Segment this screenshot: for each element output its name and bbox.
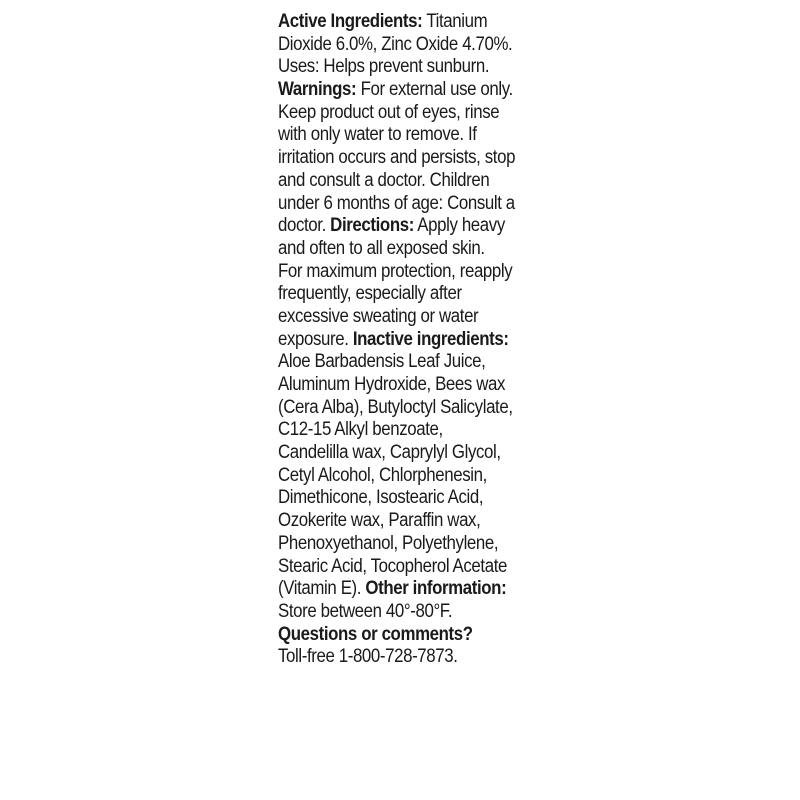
label-line [278, 418, 510, 441]
label-text: and consult a doctor. Children [278, 168, 490, 191]
label-line [278, 328, 510, 351]
label-line [278, 532, 510, 555]
label-text: irritation occurs and persists, stop [278, 146, 516, 169]
label-line [278, 55, 510, 78]
label-line [278, 123, 510, 146]
label-line [278, 259, 513, 283]
label-text: Apply heavy [413, 214, 505, 237]
label-line [278, 78, 513, 101]
label-text: Dimethicone, Isostearic Acid, [278, 486, 484, 509]
label-text: Dioxide 6.0%, Zinc Oxide 4.70%. [278, 32, 513, 55]
label-line [278, 350, 510, 373]
label-line [278, 486, 510, 509]
label-text: Candelilla wax, Caprylyl Glycol, [278, 441, 501, 464]
label-text: and often to all exposed skin. [278, 236, 485, 259]
label-text: For maximum protection, reapply [278, 259, 513, 282]
label-text: (Vitamin E). [278, 577, 366, 600]
label-line [278, 600, 510, 623]
label-text: doctor. [278, 214, 331, 237]
label-heading: Other information: [365, 577, 507, 600]
label-line [278, 464, 510, 487]
label-line [278, 509, 510, 532]
label-line [278, 146, 516, 169]
label-line [278, 441, 510, 464]
label-text: Toll-free 1-800-728-7873. [278, 645, 458, 668]
label-text: Aloe Barbadensis Leaf Juice, [278, 350, 486, 373]
label-text: For external use only. [356, 78, 513, 101]
label-heading: Inactive ingredients: [352, 327, 509, 350]
label-text: with only water to remove. If [278, 123, 477, 146]
label-line [278, 32, 513, 56]
label-line [278, 623, 510, 646]
label-text: under 6 months of age: Consult a [278, 191, 515, 214]
label-text: Uses: Helps prevent sunburn. [278, 55, 490, 78]
label-line [278, 169, 510, 192]
label-text: Stearic Acid, Tocopherol Acetate [278, 554, 507, 577]
label-text: (Cera Alba), Butyloctyl Salicylate, [278, 395, 513, 418]
label-heading: Active Ingredients: [278, 10, 423, 32]
drug-facts-label [278, 10, 516, 668]
label-line [278, 237, 510, 260]
label-line [278, 191, 515, 215]
label-line [278, 282, 510, 305]
label-line [278, 645, 510, 668]
label-text: frequently, especially after [278, 282, 462, 305]
label-heading: Questions or comments? [278, 622, 473, 645]
label-heading: Directions: [330, 214, 414, 237]
label-text: Titanium [422, 10, 488, 32]
label-line [278, 10, 510, 33]
label-text: Cetyl Alcohol, Chlorphenesin, [278, 463, 487, 486]
label-text: Aluminum Hydroxide, Bees wax [278, 373, 506, 395]
label-line [278, 214, 510, 237]
label-text: Store between 40°-80°F. [278, 599, 453, 622]
label-line [278, 555, 510, 578]
label-text: Keep product out of eyes, rinse [278, 100, 500, 123]
label-heading: Warnings: [278, 78, 357, 101]
label-line [278, 395, 513, 419]
label-text: Ozokerite wax, Paraffin wax, [278, 509, 481, 532]
label-text: Phenoxyethanol, Polyethylene, [278, 531, 499, 554]
label-text: exposure. [278, 327, 353, 350]
label-text: C12-15 Alkyl benzoate, [278, 418, 443, 441]
label-line [278, 101, 510, 124]
label-line [278, 305, 510, 328]
label-text: excessive sweating or water [278, 304, 479, 327]
label-line [278, 373, 510, 396]
label-line [278, 577, 510, 600]
